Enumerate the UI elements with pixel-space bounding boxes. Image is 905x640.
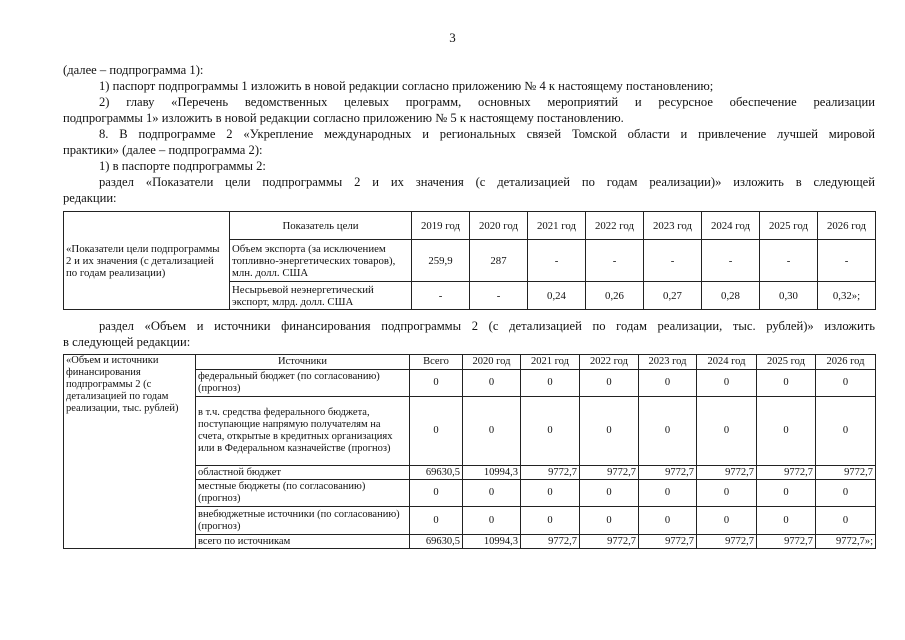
table-cell: 0 bbox=[639, 507, 697, 535]
table-cell: 9772,7 bbox=[697, 535, 757, 549]
table-cell: 0 bbox=[816, 370, 876, 397]
indicator-name: Объем экспорта (за исключением топливно-энергетических товаров), млн. долл. США bbox=[230, 240, 412, 282]
table-cell: 69630,5 bbox=[410, 466, 463, 480]
table-cell: - bbox=[818, 240, 876, 282]
table-cell: 0 bbox=[410, 507, 463, 535]
year-header: 2023 год bbox=[644, 212, 702, 240]
indicators-table bbox=[63, 211, 876, 310]
table-cell: 0 bbox=[521, 507, 580, 535]
table-cell: 0,28 bbox=[702, 282, 760, 310]
year-header: 2023 год bbox=[639, 355, 697, 370]
table-cell: 0 bbox=[463, 507, 521, 535]
source-name: местные бюджеты (по согласованию) (прогноз) bbox=[196, 480, 410, 507]
table-cell: 0,27 bbox=[644, 282, 702, 310]
year-header: 2021 год bbox=[521, 355, 580, 370]
year-header: 2020 год bbox=[463, 355, 521, 370]
table-cell: 259,9 bbox=[412, 240, 470, 282]
table-cell: 9772,7 bbox=[521, 535, 580, 549]
table-cell: 0 bbox=[697, 480, 757, 507]
source-name: областной бюджет bbox=[196, 466, 410, 480]
table-cell: 9772,7 bbox=[580, 535, 639, 549]
table-cell: - bbox=[528, 240, 586, 282]
table-cell: 9772,7 bbox=[757, 466, 816, 480]
table-cell: 9772,7 bbox=[697, 466, 757, 480]
paragraph-item-2-line1: 2) главу «Перечень ведомственных целевых программ, основных мероприятий и ресурсное обеспечение реализации bbox=[99, 95, 875, 109]
table-cell: 0 bbox=[521, 370, 580, 397]
table-cell: 0,30 bbox=[760, 282, 818, 310]
table-cell: 0 bbox=[816, 397, 876, 466]
table-cell: 0 bbox=[410, 480, 463, 507]
table-cell: 0 bbox=[816, 507, 876, 535]
table-cell: 0 bbox=[580, 480, 639, 507]
table-cell: 0 bbox=[463, 370, 521, 397]
source-name: в т.ч. средства федерального бюджета, поступающие напрямую получателям на счета, открытые в кредитных организациях или в Федеральном казначействе (прогноз) bbox=[196, 397, 410, 466]
paragraph-section-financing-line1: раздел «Объем и источники финансирования подпрограммы 2 (с детализацией по годам реализации, тыс. рублей)» изложить bbox=[99, 319, 875, 333]
financing-row-label: «Объем и источники финансирования подпрограммы 2 (с детализацией по годам реализации, тыс. рублей) bbox=[64, 355, 196, 549]
total-header: Всего bbox=[410, 355, 463, 370]
table-cell: 9772,7 bbox=[816, 466, 876, 480]
paragraph-passport: 1) в паспорте подпрограммы 2: bbox=[99, 159, 266, 173]
table-cell: 0 bbox=[410, 370, 463, 397]
table-cell: - bbox=[702, 240, 760, 282]
table-cell: 287 bbox=[470, 240, 528, 282]
table-cell: - bbox=[644, 240, 702, 282]
table-cell: 9772,7 bbox=[639, 535, 697, 549]
table-cell: 9772,7 bbox=[639, 466, 697, 480]
paragraph-section-financing-line2: в следующей редакции: bbox=[63, 335, 191, 349]
year-header: 2020 год bbox=[470, 212, 528, 240]
indicators-row-label: «Показатели цели подпрограммы 2 и их значения (с детализацией по годам реализации) bbox=[64, 212, 230, 310]
table-cell: 0,24 bbox=[528, 282, 586, 310]
table-cell: 0 bbox=[757, 397, 816, 466]
paragraph-section-indicators-line2: редакции: bbox=[63, 191, 117, 205]
source-name: федеральный бюджет (по согласованию) (прогноз) bbox=[196, 370, 410, 397]
table-cell: 0,32»; bbox=[818, 282, 876, 310]
table-cell: - bbox=[412, 282, 470, 310]
year-header: 2026 год bbox=[816, 355, 876, 370]
financing-table bbox=[63, 354, 876, 549]
table-cell: 0 bbox=[463, 480, 521, 507]
source-name: внебюджетные источники (по согласованию) (прогноз) bbox=[196, 507, 410, 535]
year-header: 2024 год bbox=[697, 355, 757, 370]
table-cell: 0 bbox=[580, 397, 639, 466]
year-header: 2021 год bbox=[528, 212, 586, 240]
indicator-name: Несырьевой неэнергетический экспорт, млрд. долл. США bbox=[230, 282, 412, 310]
table-cell: 0 bbox=[757, 370, 816, 397]
table-cell: 0 bbox=[410, 397, 463, 466]
indicator-header: Показатель цели bbox=[230, 212, 412, 240]
year-header: 2022 год bbox=[586, 212, 644, 240]
paragraph-continuation: (далее – подпрограмма 1): bbox=[63, 63, 204, 77]
table-cell: 69630,5 bbox=[410, 535, 463, 549]
table-cell: 9772,7 bbox=[757, 535, 816, 549]
table-cell: 10994,3 bbox=[463, 466, 521, 480]
table-cell: 0 bbox=[697, 507, 757, 535]
year-header: 2025 год bbox=[760, 212, 818, 240]
table-cell: 0 bbox=[757, 480, 816, 507]
year-header: 2025 год bbox=[757, 355, 816, 370]
table-cell: 0 bbox=[521, 397, 580, 466]
table-cell: 0 bbox=[639, 370, 697, 397]
table-cell: 0 bbox=[697, 397, 757, 466]
table-cell: 9772,7»; bbox=[816, 535, 876, 549]
table-cell: 9772,7 bbox=[521, 466, 580, 480]
table-cell: 0 bbox=[580, 507, 639, 535]
source-name: всего по источникам bbox=[196, 535, 410, 549]
financing-header-row bbox=[64, 355, 876, 370]
indicators-header-row bbox=[64, 212, 876, 240]
table-cell: 0 bbox=[639, 480, 697, 507]
table-cell: 10994,3 bbox=[463, 535, 521, 549]
paragraph-section-indicators-line1: раздел «Показатели цели подпрограммы 2 и их значения (с детализацией по годам реализации)» изложить в следующей bbox=[99, 175, 875, 189]
year-header: 2022 год bbox=[580, 355, 639, 370]
table-cell: 0 bbox=[639, 397, 697, 466]
year-header: 2026 год bbox=[818, 212, 876, 240]
table-cell: - bbox=[760, 240, 818, 282]
paragraph-item-1: 1) паспорт подпрограммы 1 изложить в новой редакции согласно приложению № 4 к настоящему постановлению; bbox=[99, 79, 714, 93]
table-cell: - bbox=[470, 282, 528, 310]
year-header: 2024 год bbox=[702, 212, 760, 240]
table-cell: - bbox=[586, 240, 644, 282]
paragraph-item-2-line2: подпрограммы 1» изложить в новой редакции согласно приложению № 5 к настоящему постановлению. bbox=[63, 111, 624, 125]
page-number: 3 bbox=[449, 30, 456, 45]
table-cell: 0 bbox=[463, 397, 521, 466]
table-cell: 0 bbox=[580, 370, 639, 397]
table-cell: 9772,7 bbox=[580, 466, 639, 480]
table-cell: 0 bbox=[816, 480, 876, 507]
table-cell: 0 bbox=[521, 480, 580, 507]
year-header: 2019 год bbox=[412, 212, 470, 240]
table-cell: 0 bbox=[757, 507, 816, 535]
table-cell: 0,26 bbox=[586, 282, 644, 310]
paragraph-point-8-line2: практики» (далее – подпрограмма 2): bbox=[63, 143, 263, 157]
paragraph-point-8-line1: 8. В подпрограмме 2 «Укрепление международных и региональных связей Томской области и привлечение лучшей мировой bbox=[99, 127, 875, 141]
table-cell: 0 bbox=[697, 370, 757, 397]
sources-header: Источники bbox=[196, 355, 410, 370]
